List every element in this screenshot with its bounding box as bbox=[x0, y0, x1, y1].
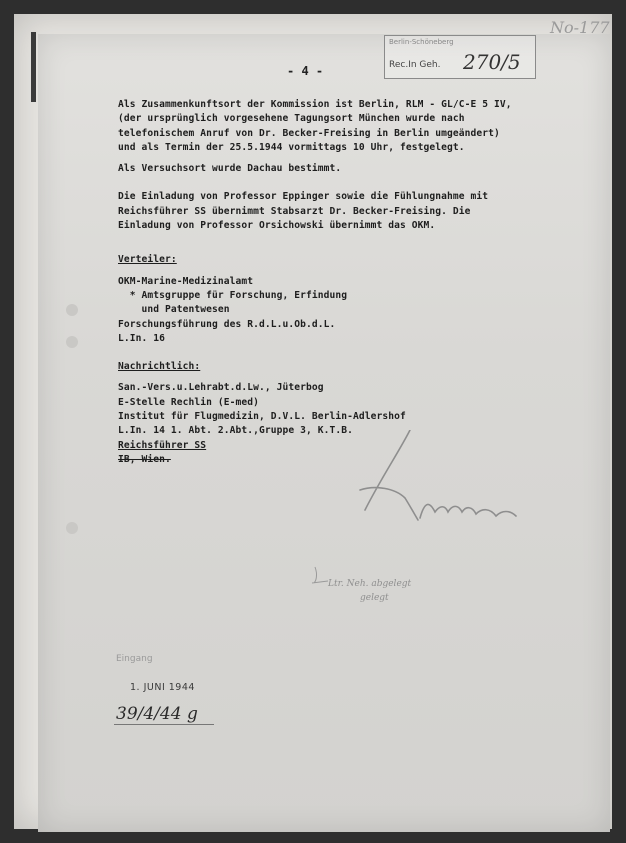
pencil-note-line: gelegt bbox=[360, 593, 389, 603]
received-stamp bbox=[86, 650, 256, 740]
stamp-rule bbox=[114, 724, 214, 725]
paragraph-line: Als Versuchsort wurde Dachau bestimmt. bbox=[118, 163, 342, 175]
distribution-heading: Verteiler: bbox=[118, 254, 177, 266]
received-stamp-header: Eingang bbox=[116, 654, 153, 664]
received-number: 39/4/44 g bbox=[116, 704, 198, 724]
binding-strip bbox=[31, 32, 36, 102]
cc-heading: Nachrichtlich: bbox=[118, 361, 201, 373]
registry-stamp-label: Rec.In Geh. bbox=[389, 60, 441, 70]
paragraph-line: und als Termin der 25.5.1944 vormittags 10 Uhr, festgelegt. bbox=[118, 141, 465, 153]
pencil-notes bbox=[310, 565, 510, 615]
handwritten-signature bbox=[340, 430, 540, 540]
letter-body bbox=[118, 98, 598, 467]
distribution-item: L.In. 16 bbox=[118, 332, 166, 344]
registry-stamp-header: Berlin-Schöneberg bbox=[389, 38, 454, 46]
pencil-note-line: Ltr. Neh. abgelegt bbox=[328, 579, 412, 589]
distribution-item: und Patentwesen bbox=[118, 304, 230, 316]
distribution-item: * Amtsgruppe für Forschung, Erfindung bbox=[118, 289, 348, 301]
archive-number: No-177 bbox=[550, 18, 610, 37]
cc-item: E-Stelle Rechlin (E-med) bbox=[118, 396, 260, 408]
punch-hole bbox=[66, 304, 78, 316]
page-number: - 4 - bbox=[287, 64, 324, 78]
cc-item: L.In. 14 1. Abt. 2.Abt.,Gruppe 3, K.T.B. bbox=[118, 425, 354, 437]
cc-item: Reichsführer SS bbox=[118, 439, 207, 451]
distribution-item: OKM-Marine-Medizinalamt bbox=[118, 275, 254, 287]
paragraph-line: Als Zusammenkunftsort der Kommission ist Berlin, RLM - GL/C-E 5 IV, bbox=[118, 99, 512, 110]
registry-stamp-number: 270/5 bbox=[463, 50, 521, 74]
paragraph-line: telefonischem Anruf von Dr. Becker-Freising in Berlin umgeändert) bbox=[118, 127, 500, 139]
registry-stamp bbox=[384, 35, 536, 79]
cc-item: San.-Vers.u.Lehrabt.d.Lw., Jüterbog bbox=[118, 382, 324, 394]
paragraph-line: Reichsführer SS übernimmt Stabsarzt Dr. Becker-Freising. Die bbox=[118, 205, 471, 217]
punch-hole bbox=[66, 336, 78, 348]
paragraph-line: (der ursprünglich vorgesehene Tagungsort München wurde nach bbox=[118, 113, 465, 125]
pencil-mark-icon bbox=[310, 565, 510, 615]
punch-hole bbox=[66, 522, 78, 534]
cc-item: Institut für Flugmedizin, D.V.L. Berlin-Adlershof bbox=[118, 411, 406, 423]
distribution-item: Forschungsführung des R.d.L.u.Ob.d.L. bbox=[118, 318, 336, 330]
paragraph-line: Die Einladung von Professor Eppinger sowie die Fühlungnahme mit bbox=[118, 191, 489, 203]
cc-item: IB, Wien. bbox=[118, 453, 171, 465]
received-date: 1. JUNI 1944 bbox=[130, 682, 195, 693]
paragraph-line: Einladung von Professor Orsichowski übernimmt das OKM. bbox=[118, 220, 436, 232]
